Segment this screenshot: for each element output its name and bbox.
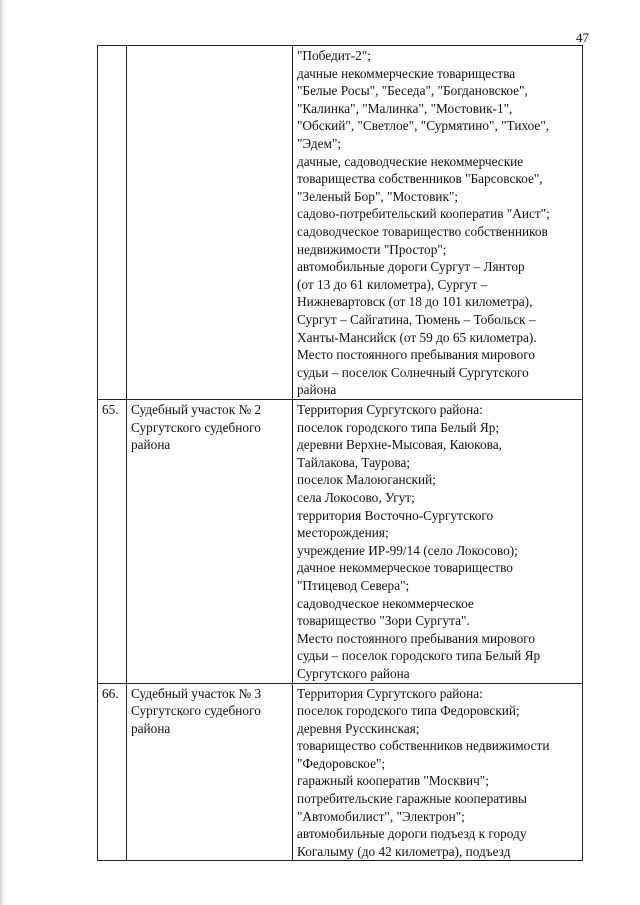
territory-line: Сургутского района — [297, 665, 410, 681]
territory-line: автомобильные дороги подъезд к городу — [297, 826, 527, 842]
territory-line: района — [297, 382, 337, 398]
territory-line: территория Восточно-Сургутского — [297, 507, 494, 523]
territory-line: "Птицевод Севера"; — [297, 577, 410, 593]
territory-line: Тайлакова, Таурова; — [297, 454, 411, 470]
district-name-cell — [127, 46, 293, 400]
territory-line: дачные некоммерческие товарищества — [297, 65, 516, 81]
scan-edge — [0, 0, 6, 905]
territory-line: садоводческое некоммерческое — [297, 595, 474, 611]
territory-line: поселок городского типа Белый Яр; — [297, 419, 500, 435]
district-name-line: Судебный участок № 3 — [131, 685, 262, 701]
district-territory-cell — [293, 683, 583, 861]
territory-line: товарищество собственников недвижимости — [297, 738, 550, 754]
territory-line: Территория Сургутского района: — [297, 402, 483, 417]
district-territory-cell — [293, 46, 583, 400]
district-name-line: района — [131, 720, 171, 736]
territory-line: учреждение ИР-99/14 (село Локосово); — [297, 542, 518, 558]
district-territory-cell — [293, 400, 583, 684]
territory-line: "Победит-2"; — [297, 48, 371, 63]
territory-line: Ханты-Мансийск (от 59 до 65 километра). — [297, 329, 537, 345]
district-name-line: Сургутского судебного — [131, 703, 261, 719]
district-name-line: Судебный участок № 2 — [131, 402, 262, 417]
territory-line: товарищества собственников "Барсовское", — [297, 171, 543, 187]
page-number: 47 — [576, 30, 589, 45]
territory-line: деревни Верхне-Мысовая, Каюкова, — [297, 437, 502, 453]
territory-line: садово-потребительский кооператив "Аист"; — [297, 206, 550, 222]
territory-line: "Эдем"; — [297, 135, 342, 151]
territory-line: поселок Малоюганский; — [297, 472, 436, 488]
territory-line: "Федоровское"; — [297, 755, 386, 771]
territory-line: садоводческое товарищество собственников — [297, 223, 548, 239]
territory-line: судьи – поселок Солнечный Сургутского — [297, 364, 529, 380]
territory-line: дачные, садоводческие некоммерческие — [297, 153, 524, 169]
row-number: 65. — [102, 402, 119, 417]
table-row — [98, 46, 583, 400]
row-number: 66. — [102, 685, 119, 701]
territory-line: Место постоянного пребывания мирового — [297, 347, 535, 363]
territory-line: деревня Русскинская; — [297, 720, 420, 736]
territory-line: судьи – поселок городского типа Белый Яр — [297, 648, 541, 664]
territory-line: "Калинка", "Малинка", "Мостовик-1", — [297, 100, 513, 116]
territory-line: "Зеленый Бор", "Мостовик"; — [297, 188, 459, 204]
row-number-cell — [98, 683, 127, 861]
territory-line: месторождения; — [297, 525, 389, 541]
territory-line: дачное некоммерческое товарищество — [297, 560, 513, 576]
territory-line: поселок городского типа Федоровский; — [297, 703, 520, 719]
territory-line: потребительские гаражные кооперативы — [297, 791, 527, 807]
district-name-cell — [127, 683, 293, 861]
table-row — [98, 400, 583, 684]
territory-line: Сургут – Сайгатина, Тюмень – Тобольск – — [297, 311, 536, 327]
row-number-cell — [98, 46, 127, 400]
territory-line: товарищество "Зори Сургута". — [297, 613, 470, 629]
district-name-line: района — [131, 437, 171, 453]
row-number-cell — [98, 400, 127, 684]
territory-line: Территория Сургутского района: — [297, 685, 483, 701]
territory-line: недвижимости "Простор"; — [297, 241, 447, 257]
court-districts-table — [97, 45, 583, 861]
territory-line: "Белые Росы", "Беседа", "Богдановское", — [297, 83, 528, 99]
territory-line: гаражный кооператив "Москвич"; — [297, 773, 489, 789]
territory-line: "Обский", "Светлое", "Сурмятино", "Тихое", — [297, 118, 550, 134]
territory-line: автомобильные дороги Сургут – Лянтор — [297, 259, 525, 275]
territory-line: "Автомобилист", "Электрон"; — [297, 808, 465, 824]
territory-line: села Локосово, Угут; — [297, 489, 415, 505]
district-name-cell — [127, 400, 293, 684]
territory-line: Место постоянного пребывания мирового — [297, 630, 535, 646]
territory-line: Нижневартовск (от 18 до 101 километра), — [297, 294, 533, 310]
territory-line: (от 13 до 61 километра), Сургут – — [297, 276, 488, 292]
district-name-line: Сургутского судебного — [131, 419, 261, 435]
territory-line: Когалыму (до 42 километра), подъезд — [297, 843, 511, 859]
table-row — [98, 683, 583, 861]
